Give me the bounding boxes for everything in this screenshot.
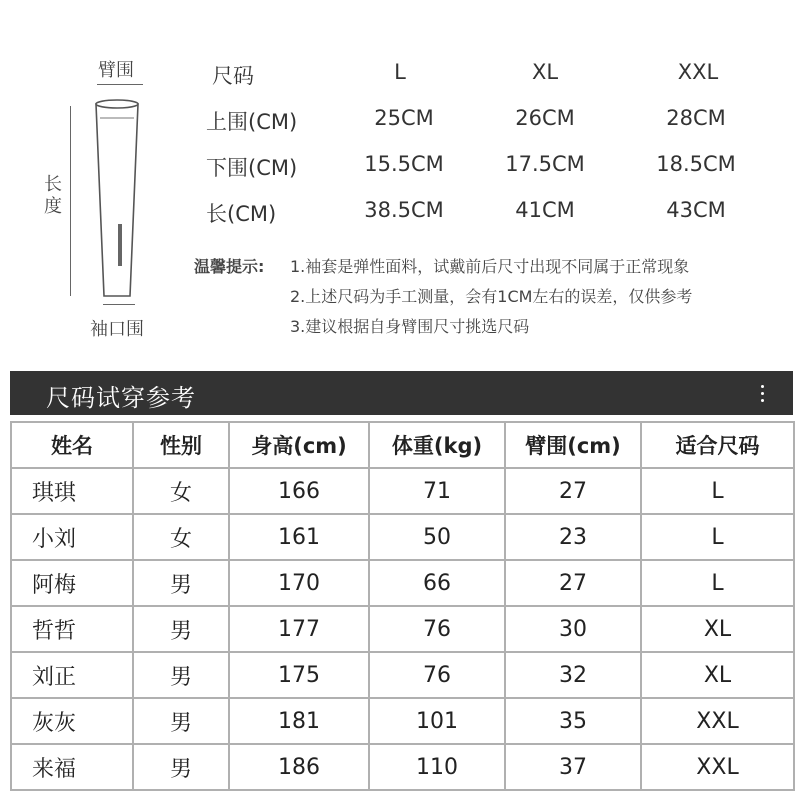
tips-title: 温馨提示: (194, 257, 265, 276)
try-on-header-bar (10, 371, 793, 415)
table-row (11, 468, 794, 514)
try-on-title: 尺码试穿参考 (46, 384, 196, 412)
spec-cell: 17.5CM (505, 152, 585, 176)
column-header-weight: 体重(kg) (369, 422, 505, 468)
cell-arm: 37 (505, 744, 641, 790)
cell-size: XL (641, 652, 794, 698)
spec-header-l: L (394, 60, 406, 84)
column-header-gender: 性别 (133, 422, 229, 468)
cell-weight: 110 (369, 744, 505, 790)
cell-gender: 女 (133, 468, 229, 514)
cell-weight: 66 (369, 560, 505, 606)
cuff-dimension-line (103, 304, 135, 305)
tip-item: 1.袖套是弹性面料，试戴前后尺寸出现不同属于正常现象 (290, 257, 690, 276)
table-row (11, 652, 794, 698)
table-row (11, 744, 794, 790)
cell-height: 177 (229, 606, 369, 652)
cell-arm: 35 (505, 698, 641, 744)
try-on-table (10, 421, 795, 791)
tip-item: 2.上述尺码为手工测量，会有1CM左右的误差，仅供参考 (290, 287, 693, 306)
spec-cell: 25CM (374, 106, 434, 130)
table-row (11, 514, 794, 560)
cell-name: 刘正 (11, 652, 133, 698)
cell-weight: 50 (369, 514, 505, 560)
length-label: 长度 (44, 174, 62, 217)
table-header-row (11, 422, 794, 468)
cell-arm: 30 (505, 606, 641, 652)
spec-cell: 41CM (515, 198, 575, 222)
column-header-name: 姓名 (11, 422, 133, 468)
cell-size: XXL (641, 698, 794, 744)
table-row (11, 560, 794, 606)
cell-size: L (641, 560, 794, 606)
table-row (11, 606, 794, 652)
spec-header-xl: XL (531, 60, 559, 84)
arm-dimension-line (97, 84, 143, 85)
cell-height: 166 (229, 468, 369, 514)
spec-row-label: 下围(CM) (206, 156, 298, 180)
table-row (11, 698, 794, 744)
cell-name: 小刘 (11, 514, 133, 560)
cell-gender: 男 (133, 698, 229, 744)
spec-cell: 28CM (666, 106, 726, 130)
column-header-size: 适合尺码 (641, 422, 794, 468)
spec-header-label: 尺码 (212, 64, 254, 88)
cell-name: 哲哲 (11, 606, 133, 652)
cell-arm: 27 (505, 468, 641, 514)
cell-arm: 32 (505, 652, 641, 698)
spec-row-label: 长(CM) (206, 202, 277, 226)
cell-gender: 女 (133, 514, 229, 560)
spec-cell: 15.5CM (364, 152, 444, 176)
cell-weight: 101 (369, 698, 505, 744)
cell-height: 186 (229, 744, 369, 790)
sleeve-icon (88, 94, 148, 306)
cell-name: 琪琪 (11, 468, 133, 514)
cell-arm: 23 (505, 514, 641, 560)
cell-gender: 男 (133, 560, 229, 606)
size-spec-row (200, 198, 760, 238)
spec-cell: 26CM (515, 106, 575, 130)
tip-item: 3.建议根据自身臂围尺寸挑选尺码 (290, 317, 530, 336)
cell-name: 来福 (11, 744, 133, 790)
cell-height: 175 (229, 652, 369, 698)
size-spec-header-row (200, 60, 760, 100)
spec-cell: 38.5CM (364, 198, 444, 222)
cell-arm: 27 (505, 560, 641, 606)
size-spec-row (200, 106, 760, 146)
more-vertical-icon[interactable] (761, 385, 765, 403)
cell-height: 161 (229, 514, 369, 560)
cell-height: 170 (229, 560, 369, 606)
cell-weight: 76 (369, 606, 505, 652)
column-header-arm: 臂围(cm) (505, 422, 641, 468)
column-header-height: 身高(cm) (229, 422, 369, 468)
cell-name: 灰灰 (11, 698, 133, 744)
size-spec-row (200, 152, 760, 192)
length-dimension-line (70, 106, 71, 296)
cell-size: XXL (641, 744, 794, 790)
cell-name: 阿梅 (11, 560, 133, 606)
cuff-circumference-label: 袖口围 (90, 319, 144, 340)
cell-height: 181 (229, 698, 369, 744)
spec-cell: 18.5CM (656, 152, 736, 176)
cell-size: L (641, 468, 794, 514)
cell-size: L (641, 514, 794, 560)
arm-circumference-label: 臂围 (98, 60, 134, 81)
cell-gender: 男 (133, 652, 229, 698)
cell-gender: 男 (133, 606, 229, 652)
cell-weight: 71 (369, 468, 505, 514)
spec-cell: 43CM (666, 198, 726, 222)
cell-weight: 76 (369, 652, 505, 698)
cell-gender: 男 (133, 744, 229, 790)
spec-row-label: 上围(CM) (206, 110, 298, 134)
spec-header-xxl: XXL (677, 60, 719, 84)
cell-size: XL (641, 606, 794, 652)
